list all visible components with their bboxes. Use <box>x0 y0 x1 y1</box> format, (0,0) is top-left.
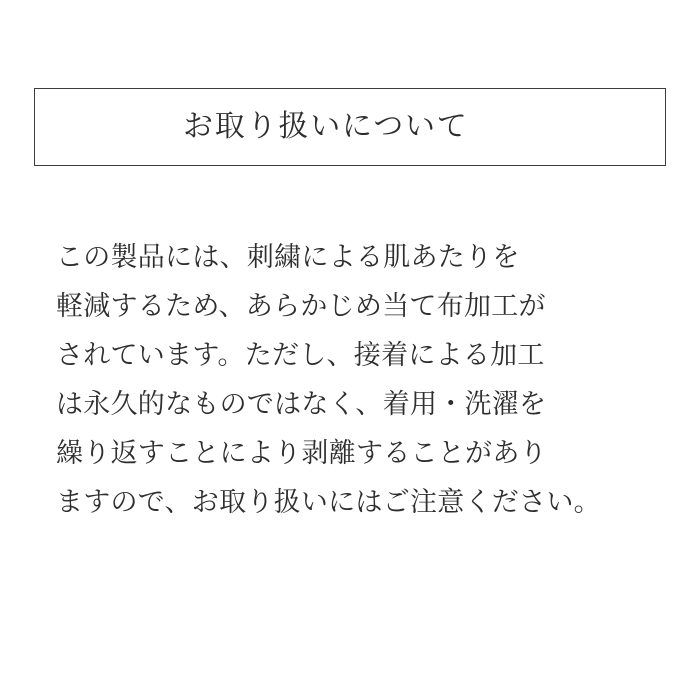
body-line: 軽減するため、あらかじめ当て布加工が <box>56 291 546 322</box>
body-text-block <box>56 233 656 527</box>
body-line: 繰り返すことにより剥離することがあり <box>56 438 547 469</box>
body-line: ますので、お取り扱いにはご注意ください。 <box>56 487 601 518</box>
body-line: は永久的なものではなく、着用・洗濯を <box>56 389 547 420</box>
body-line: されています。ただし、接着による加工 <box>56 340 545 371</box>
page-title: お取り扱いについて <box>183 109 469 144</box>
body-line: この製品には、刺繍による肌あたりを <box>56 242 520 273</box>
heading-box <box>34 88 666 166</box>
